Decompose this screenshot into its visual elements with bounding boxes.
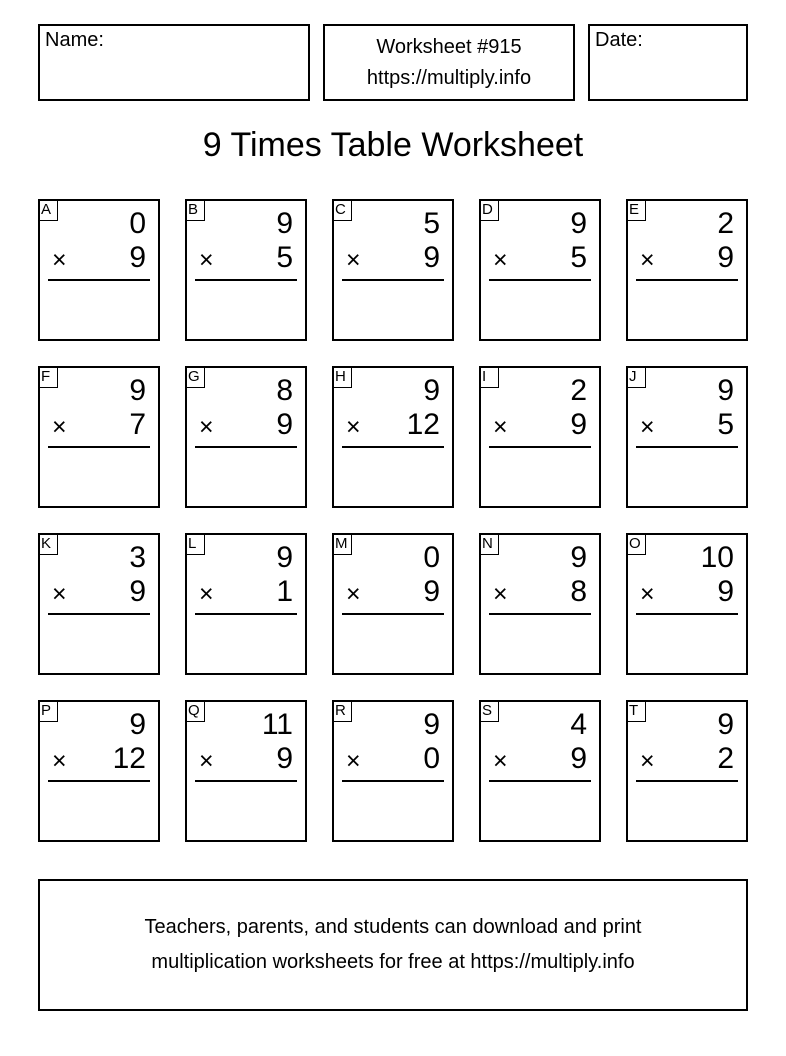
problem-card-s[interactable]	[479, 700, 601, 842]
problem-letter: J	[626, 366, 646, 388]
multiplier: 1	[276, 575, 293, 608]
multiplicand: 3	[129, 541, 146, 574]
multiplier: 9	[423, 241, 440, 274]
multiplicand: 4	[570, 708, 587, 741]
footer-line-1: Teachers, parents, and students can download and print	[144, 916, 642, 938]
problem-letter: O	[626, 533, 646, 555]
problem-card-p[interactable]	[38, 700, 160, 842]
multiplier: 12	[406, 408, 440, 441]
multiplicand: 8	[276, 374, 293, 407]
multiplicand: 9	[423, 374, 440, 407]
multiply-sign: ×	[493, 246, 508, 274]
page-title: 9 Times Table Worksheet	[202, 126, 584, 164]
answer-line	[489, 279, 591, 281]
problem-letter: Q	[185, 700, 205, 722]
problem-letter: M	[332, 533, 352, 555]
problem-letter: E	[626, 199, 646, 221]
multiplier: 8	[570, 575, 587, 608]
answer-line	[195, 446, 297, 448]
name-field[interactable]	[38, 24, 310, 101]
multiplier: 5	[717, 408, 734, 441]
multiplier: 9	[570, 742, 587, 775]
multiply-sign: ×	[52, 747, 67, 775]
worksheet-info-box	[323, 24, 575, 101]
problem-card-h[interactable]	[332, 366, 454, 508]
date-field[interactable]	[588, 24, 748, 101]
footer-line-2: multiplication worksheets for free at https://multiply.info	[151, 951, 635, 973]
problem-letter: D	[479, 199, 499, 221]
multiply-sign: ×	[346, 246, 361, 274]
multiply-sign: ×	[199, 747, 214, 775]
answer-line	[636, 780, 738, 782]
multiplier: 0	[423, 742, 440, 775]
problem-card-t[interactable]	[626, 700, 748, 842]
date-label: Date:	[595, 29, 643, 51]
problem-card-j[interactable]	[626, 366, 748, 508]
answer-line	[195, 780, 297, 782]
problem-card-l[interactable]	[185, 533, 307, 675]
answer-line	[489, 446, 591, 448]
problem-card-b[interactable]	[185, 199, 307, 341]
problem-letter: R	[332, 700, 352, 722]
problem-letter: G	[185, 366, 205, 388]
answer-line	[489, 780, 591, 782]
multiplier: 9	[276, 742, 293, 775]
multiply-sign: ×	[493, 413, 508, 441]
answer-line	[342, 613, 444, 615]
answer-line	[48, 613, 150, 615]
problem-letter: L	[185, 533, 205, 555]
multiplicand: 9	[276, 541, 293, 574]
multiplier: 5	[570, 241, 587, 274]
multiplicand: 5	[423, 207, 440, 240]
multiply-sign: ×	[199, 413, 214, 441]
multiply-sign: ×	[52, 413, 67, 441]
problem-card-r[interactable]	[332, 700, 454, 842]
answer-line	[342, 279, 444, 281]
multiply-sign: ×	[640, 413, 655, 441]
multiplicand: 9	[129, 374, 146, 407]
multiplicand: 9	[717, 374, 734, 407]
problem-letter: K	[38, 533, 58, 555]
multiply-sign: ×	[640, 246, 655, 274]
multiplier: 9	[570, 408, 587, 441]
multiplier: 2	[717, 742, 734, 775]
multiply-sign: ×	[199, 246, 214, 274]
problem-card-g[interactable]	[185, 366, 307, 508]
problem-letter: C	[332, 199, 352, 221]
worksheet-number: Worksheet #915	[376, 35, 522, 58]
multiplicand: 10	[700, 541, 734, 574]
name-label: Name:	[45, 29, 104, 51]
multiplier: 9	[276, 408, 293, 441]
multiply-sign: ×	[346, 747, 361, 775]
problem-letter: F	[38, 366, 58, 388]
multiplicand: 9	[423, 708, 440, 741]
multiplicand: 9	[570, 541, 587, 574]
answer-line	[342, 446, 444, 448]
multiplier: 9	[129, 241, 146, 274]
problem-letter: T	[626, 700, 646, 722]
multiply-sign: ×	[640, 747, 655, 775]
problem-letter: I	[479, 366, 499, 388]
answer-line	[48, 780, 150, 782]
problem-letter: B	[185, 199, 205, 221]
problem-card-o[interactable]	[626, 533, 748, 675]
multiplicand: 0	[423, 541, 440, 574]
multiplicand: 9	[570, 207, 587, 240]
answer-line	[636, 279, 738, 281]
answer-line	[48, 279, 150, 281]
multiply-sign: ×	[346, 413, 361, 441]
answer-line	[195, 279, 297, 281]
problem-card-m[interactable]	[332, 533, 454, 675]
multiplicand: 11	[261, 708, 293, 741]
problem-card-k[interactable]	[38, 533, 160, 675]
multiplicand: 2	[570, 374, 587, 407]
problem-letter: A	[38, 199, 58, 221]
problem-card-q[interactable]	[185, 700, 307, 842]
answer-line	[636, 613, 738, 615]
answer-line	[489, 613, 591, 615]
problem-letter: P	[38, 700, 58, 722]
problem-card-f[interactable]	[38, 366, 160, 508]
answer-line	[636, 446, 738, 448]
answer-line	[195, 613, 297, 615]
answer-line	[342, 780, 444, 782]
multiply-sign: ×	[52, 580, 67, 608]
problem-letter: H	[332, 366, 352, 388]
multiply-sign: ×	[52, 246, 67, 274]
multiplier: 9	[717, 241, 734, 274]
problem-card-i[interactable]	[479, 366, 601, 508]
multiply-sign: ×	[346, 580, 361, 608]
multiply-sign: ×	[199, 580, 214, 608]
multiplier: 9	[129, 575, 146, 608]
problem-card-c[interactable]	[332, 199, 454, 341]
multiplier: 12	[112, 742, 146, 775]
answer-line	[48, 446, 150, 448]
problem-letter: S	[479, 700, 499, 722]
multiplier: 7	[129, 408, 146, 441]
footer-box	[38, 879, 748, 1011]
multiplicand: 9	[717, 708, 734, 741]
multiplier: 9	[717, 575, 734, 608]
multiply-sign: ×	[493, 580, 508, 608]
problem-card-n[interactable]	[479, 533, 601, 675]
multiplier: 9	[423, 575, 440, 608]
multiplicand: 2	[717, 207, 734, 240]
multiplicand: 9	[276, 207, 293, 240]
multiply-sign: ×	[493, 747, 508, 775]
problem-letter: N	[479, 533, 499, 555]
multiplicand: 9	[129, 708, 146, 741]
problem-card-d[interactable]	[479, 199, 601, 341]
worksheet-url: https://multiply.info	[366, 66, 532, 89]
problem-card-a[interactable]	[38, 199, 160, 341]
multiply-sign: ×	[640, 580, 655, 608]
problem-card-e[interactable]	[626, 199, 748, 341]
multiplier: 5	[276, 241, 293, 274]
multiplicand: 0	[129, 207, 146, 240]
